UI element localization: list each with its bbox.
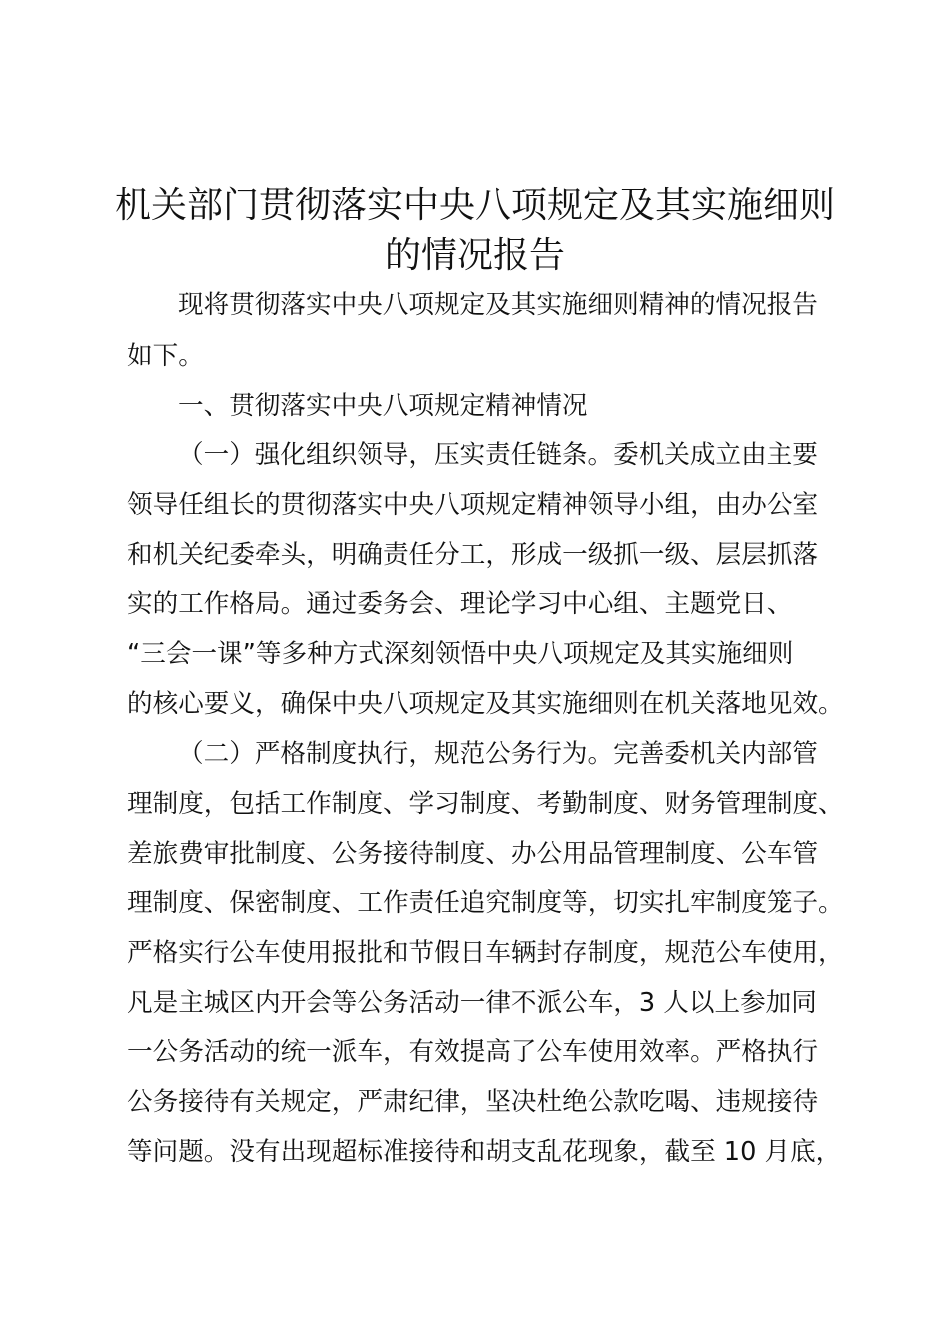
paragraph-line: “三会一课”等多种方式深刻领悟中央八项规定及其实施细则 xyxy=(127,639,794,669)
paragraph-line: 差旅费审批制度、公务接待制度、办公用品管理制度、公车管 xyxy=(127,839,819,869)
document-title-line-2: 的情况报告 xyxy=(384,235,565,276)
paragraph-line: 领导任组长的贯彻落实中央八项规定精神领导小组，由办公室 xyxy=(127,490,819,520)
paragraph-line: 的核心要义，确保中央八项规定及其实施细则在机关落地见效。 xyxy=(127,689,844,719)
paragraph-line: 现将贯彻落实中央八项规定及其实施细则精神的情况报告 xyxy=(178,290,818,320)
paragraph-line: （二）严格制度执行，规范公务行为。完善委机关内部管 xyxy=(178,739,818,769)
section-heading: 一、贯彻落实中央八项规定精神情况 xyxy=(178,391,588,421)
paragraph-line: 等问题。没有出现超标准接待和胡支乱花现象，截至 10 月底， xyxy=(127,1137,842,1167)
paragraph-line: 严格实行公车使用报批和节假日车辆封存制度，规范公车使用， xyxy=(127,938,844,968)
paragraph-line: （一）强化组织领导，压实责任链条。委机关成立由主要 xyxy=(178,440,818,470)
paragraph-line: 凡是主城区内开会等公务活动一律不派公车，3 人以上参加同 xyxy=(127,988,817,1018)
paragraph-line: 如下。 xyxy=(127,341,204,371)
paragraph-line: 理制度、保密制度、工作责任追究制度等，切实扎牢制度笼子。 xyxy=(127,888,844,918)
paragraph-line: 实的工作格局。通过委务会、理论学习中心组、主题党日、 xyxy=(127,589,793,619)
paragraph-line: 公务接待有关规定，严肃纪律，坚决杜绝公款吃喝、违规接待 xyxy=(127,1087,819,1117)
paragraph-line: 和机关纪委牵头，明确责任分工，形成一级抓一级、层层抓落 xyxy=(127,540,819,570)
paragraph-line: 一公务活动的统一派车，有效提高了公车使用效率。严格执行 xyxy=(127,1037,819,1067)
paragraph-line: 理制度，包括工作制度、学习制度、考勤制度、财务管理制度、 xyxy=(127,789,844,819)
document-title-line-1: 机关部门贯彻落实中央八项规定及其实施细则 xyxy=(114,185,835,226)
